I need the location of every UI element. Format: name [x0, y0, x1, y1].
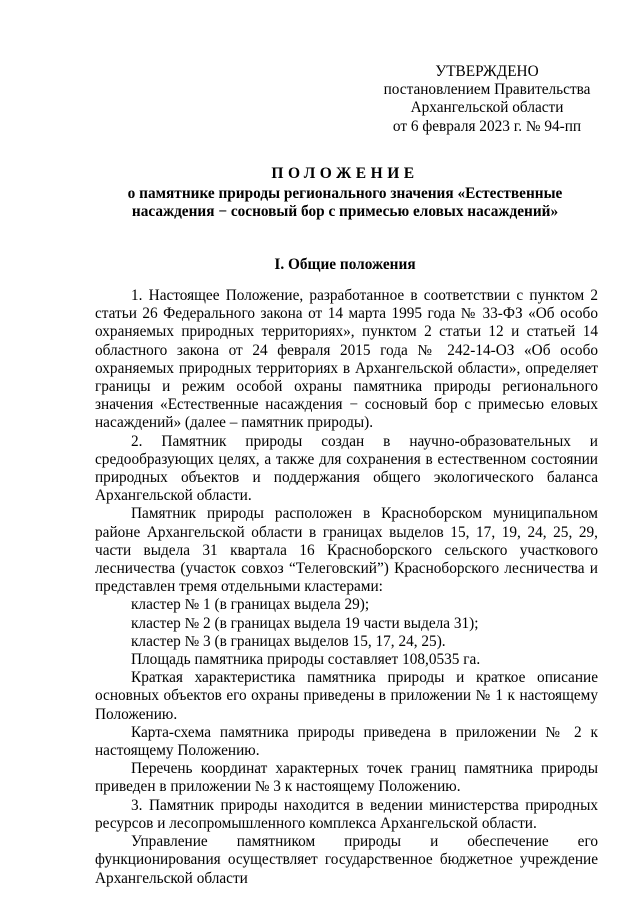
cluster-1: кластер № 1 (в границах выдела 29); — [131, 596, 370, 614]
paragraph-management: Управление памятником природы и обеспечение его функционирования осуществляет государственное бюджетное учреждение Архангельской области — [95, 833, 598, 887]
section-heading: I. Общие положения — [274, 256, 416, 273]
paragraph-coordinates: Перечень координат характерных точек границ памятника природы приведен в приложении № 3 к настоящему Положению. — [95, 760, 598, 796]
approval-region: Архангельской области — [410, 99, 564, 117]
cluster-2: кластер № 2 (в границах выдела 19 части выдела 31); — [131, 614, 479, 632]
paragraph-3: 3. Памятник природы находится в ведении министерства природных ресурсов и лесопромышленного комплекса Архангельской области. — [95, 796, 598, 832]
title-main: ПОЛОЖЕНИЕ — [271, 165, 419, 182]
title-subtitle-line1: о памятнике природы регионального значения «Естественные — [127, 185, 563, 203]
paragraph-description: Краткая характеристика памятника природы и краткое описание основных объектов его охраны приведены в приложении № 1 к настоящему Положению. — [95, 669, 598, 723]
paragraph-map: Карта-схема памятника природы приведена в приложении № 2 к настоящему Положению. — [95, 723, 598, 760]
cluster-3: кластер № 3 (в границах выделов 15, 17, 24, 25). — [131, 632, 446, 650]
paragraph-area: Площадь памятника природы составляет 108,0535 га. — [131, 651, 481, 669]
paragraph-location: Памятник природы расположен в Красноборском муниципальном районе Архангельской области в границах выделов 15, 17, 19, 24, 25, 29, части выдела 31 квартала 16 Красноборского сельского участкового лесничества (участок совхоз “Телеговский”) Красноборского лесничества и представлен тремя отдельными кластерами: — [95, 505, 598, 596]
approval-authority: постановлением Правительства — [383, 81, 591, 99]
approval-date: от 6 февраля 2023 г. № 94-пп — [392, 117, 582, 135]
approval-title: УТВЕРЖДЕНО — [435, 63, 539, 80]
approval-stamp — [372, 63, 602, 136]
title-subtitle-line2: насаждения − сосновый бор с примесью еловых насаждений» — [131, 203, 559, 221]
paragraph-1: 1. Настоящее Положение, разработанное в соответствии с пунктом 2 статьи 26 Федерального закона от 14 марта 1995 года № 33-ФЗ «Об особо охраняемых природных территориях», пунктом 2 статьи 12 и статьей 14 областного закона от 24 февраля 2015 года № 242-14-ОЗ «Об особо охраняемых природных территориях в Архангельской области», определяет границы и режим особой охраны памятника природы регионального значения «Естественные насаждения − сосновый бор с примесью еловых насаждений» (далее – памятник природы). — [95, 287, 598, 432]
document-body — [95, 287, 598, 888]
document-title — [95, 165, 595, 222]
paragraph-2: 2. Памятник природы создан в научно-образовательных и средообразующих целях, а также для сохранения в естественном состоянии природных объектов и поддержания общего экологического баланса Архангельской области. — [95, 432, 598, 505]
